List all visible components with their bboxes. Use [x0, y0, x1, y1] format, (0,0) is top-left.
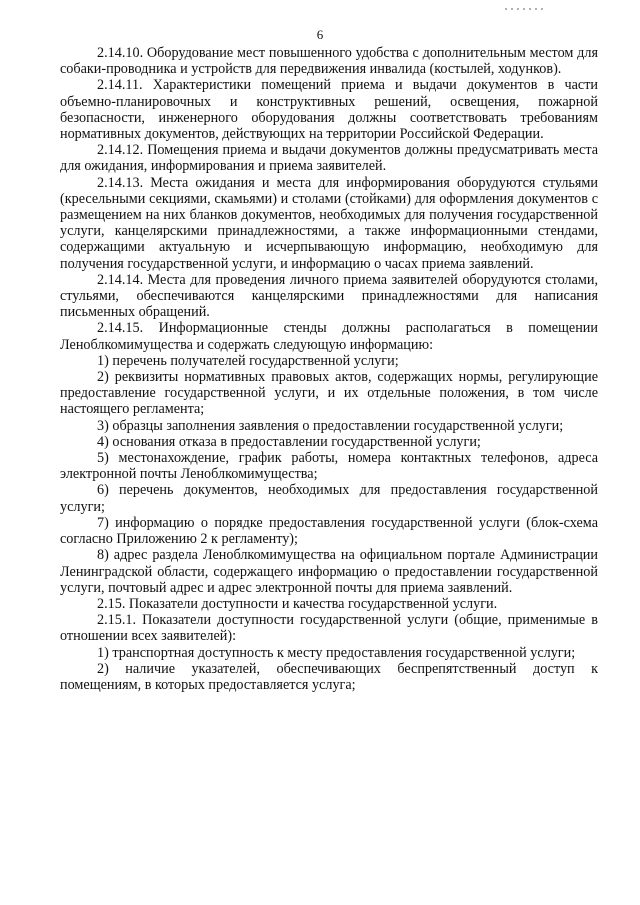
document-body [60, 45, 598, 693]
paragraph-2-14-12: 2.14.12. Помещения приема и выдачи документов должны предусматривать места для ожидания, информирования и приема заявителей. [60, 142, 598, 175]
scan-artifact [505, 8, 545, 10]
list-item-4: 4) основания отказа в предоставлении государственной услуги; [97, 433, 481, 450]
paragraph-2-14-13: 2.14.13. Места ожидания и места для информирования оборудуются стульями (кресельными секциями, скамьями) и столами (стойками) для оформления документов с размещением на них бланков документов, необходимых для получения государственной услуги, канцелярскими принадлежностями, а также информационными стендами, содержащими актуальную и исчерпывающую информацию, необходимую для получения государственной услуги, и информацию о часах приема заявлений. [60, 174, 598, 272]
paragraph-2-14-11: 2.14.11. Характеристики помещений приема и выдачи документов в части объемно-планировочных и конструктивных решений, освещения, пожарной безопасности, инженерного оборудования должны соответствовать требованиям нормативных документов, действующих на территории Российской Федерации. [60, 77, 598, 143]
page-number: 6 [316, 27, 324, 42]
indicator-item-2: 2) наличие указателей, обеспечивающих беспрепятственный доступ к помещениям, в которых предоставляется услуга; [60, 660, 598, 693]
list-item-5: 5) местонахождение, график работы, номера контактных телефонов, адреса электронной почты Леноблкомимущества; [60, 450, 598, 483]
paragraph-2-14-14: 2.14.14. Места для проведения личного приема заявителей оборудуются столами, стульями, обеспечиваются канцелярскими принадлежностями для написания письменных обращений. [60, 271, 598, 321]
indicator-item-1: 1) транспортная доступность к месту предоставления государственной услуги; [97, 644, 576, 661]
list-item-8: 8) адрес раздела Леноблкомимущества на официальном портале Администрации Ленинградской области, содержащего информацию о предоставлении государственной услуги, почтовый адрес и адрес электронной почты для приема заявлений. [60, 547, 598, 596]
list-item-7: 7) информацию о порядке предоставления государственной услуги (блок-схема согласно Приложению 2 к регламенту); [60, 514, 598, 548]
list-item-3: 3) образцы заполнения заявления о предоставлении государственной услуги; [97, 417, 564, 434]
section-heading-2-15: 2.15. Показатели доступности и качества государственной услуги. [97, 595, 498, 612]
list-item-2: 2) реквизиты нормативных правовых актов, содержащих нормы, регулирующие предоставление государственной услуги, и их отдельные положения, в том числе настоящего регламента; [60, 369, 598, 418]
list-item-6: 6) перечень документов, необходимых для предоставления государственной услуги; [60, 482, 598, 515]
paragraph-2-14-10: 2.14.10. Оборудование мест повышенного удобства с дополнительным местом для собаки-проводника и устройств для передвижения инвалида (костылей, ходунков). [60, 45, 598, 78]
list-item-1: 1) перечень получателей государственной услуги; [97, 352, 399, 369]
paragraph-2-15-1: 2.15.1. Показатели доступности государственной услуги (общие, применимые в отношении всех заявителей): [60, 612, 598, 645]
paragraph-2-14-15: 2.14.15. Информационные стенды должны располагаться в помещении Леноблкомимущества и содержать следующую информацию: [60, 320, 598, 353]
